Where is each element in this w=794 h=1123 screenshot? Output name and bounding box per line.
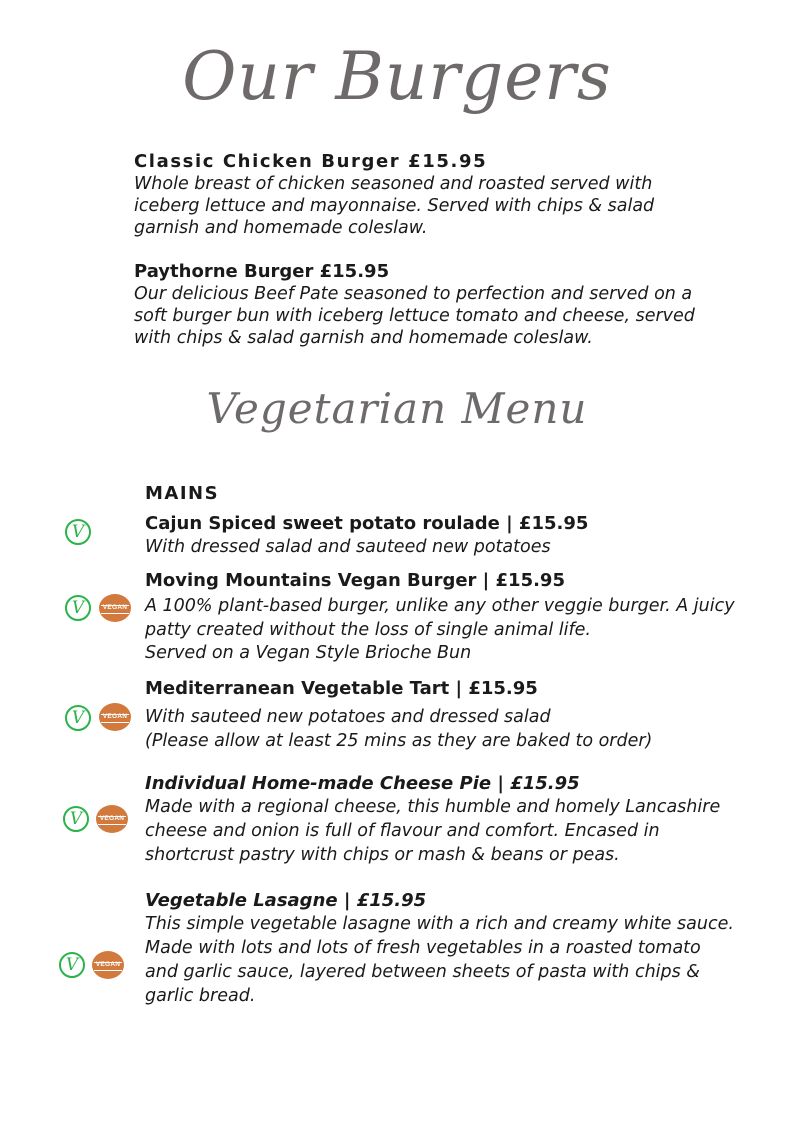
menu-item-name: Individual Home-made Cheese Pie | £15.95 (145, 773, 580, 794)
menu-item-description-line: A 100% plant-based burger, unlike any other veggie burger. A juicy (145, 596, 735, 616)
vegetarian-icon: V (65, 519, 91, 545)
vegan-badge-icon: VEGAN (99, 594, 131, 622)
vegetarian-menu-title: Vegetarian Menu (206, 384, 588, 433)
burger-description-line: soft burger bun with iceberg lettuce tomato and cheese, served (134, 306, 695, 326)
menu-item (145, 677, 735, 753)
menu-item (145, 772, 735, 867)
menu-item-description-line: and garlic sauce, layered between sheets of pasta with chips & (145, 962, 700, 982)
burger-description-line: Our delicious Beef Pate seasoned to perfection and served on a (134, 284, 693, 304)
vegetarian-icon: V (65, 595, 91, 621)
menu-item (145, 569, 735, 666)
menu-item-description-line: cheese and onion is full of flavour and comfort. Encased in (145, 821, 660, 841)
menu-item-description-line: With dressed salad and sauteed new potatoes (145, 537, 551, 557)
vegan-badge-icon: VEGAN (99, 703, 131, 731)
burger-description-line: Whole breast of chicken seasoned and roasted served with (134, 174, 653, 194)
menu-item-description-line: Made with lots and lots of fresh vegetables in a roasted tomato (145, 938, 701, 958)
menu-item-name: Vegetable Lasagne | £15.95 (145, 890, 427, 911)
burger-description-line: garnish and homemade coleslaw. (134, 218, 428, 238)
burger-description-line: with chips & salad garnish and homemade coleslaw. (134, 328, 593, 348)
menu-item-name: Cajun Spiced sweet potato roulade | £15.95 (145, 513, 589, 534)
burger-item (134, 151, 714, 239)
vegetarian-icon: V (63, 806, 89, 832)
burger-name: Paythorne Burger £15.95 (134, 261, 390, 282)
burger-item (134, 261, 714, 349)
menu-item-description-line: Made with a regional cheese, this humble and homely Lancashire (145, 797, 721, 817)
burger-name: Classic Chicken Burger £15.95 (134, 151, 488, 172)
menu-item (145, 512, 735, 559)
burgers-title: Our Burgers (182, 38, 612, 115)
vegan-badge-icon: VEGAN (96, 805, 128, 833)
menu-item-name: Moving Mountains Vegan Burger | £15.95 (145, 570, 565, 591)
vegetarian-icon: V (65, 705, 91, 731)
menu-item-description-line: With sauteed new potatoes and dressed salad (145, 707, 551, 727)
menu-item-description-line: (Please allow at least 25 mins as they are baked to order) (145, 731, 653, 751)
menu-item-description-line: patty created without the loss of single animal life. (145, 619, 591, 640)
vegan-badge-icon: VEGAN (92, 951, 124, 979)
burger-description-line: iceberg lettuce and mayonnaise. Served with chips & salad (134, 196, 655, 216)
menu-item (145, 889, 735, 1008)
menu-item-name: Mediterranean Vegetable Tart | £15.95 (145, 678, 538, 699)
vegetarian-icon: V (59, 952, 85, 978)
menu-item-description-line: This simple vegetable lasagne with a rich and creamy white sauce. (145, 914, 734, 934)
menu-item-description-line: Served on a Vegan Style Brioche Bun (145, 643, 472, 663)
mains-heading: MAINS (145, 483, 220, 504)
menu-item-description-line: garlic bread. (145, 986, 256, 1006)
menu-item-description-line: shortcrust pastry with chips or mash & beans or peas. (145, 845, 620, 865)
